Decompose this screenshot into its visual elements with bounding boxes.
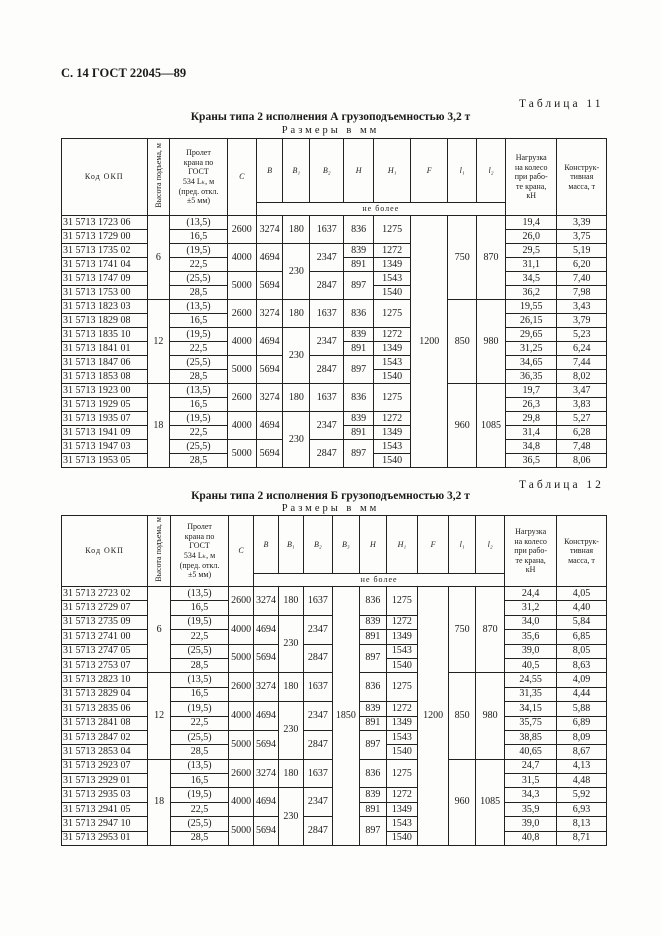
span-value: 28,5: [170, 370, 228, 384]
okp-code: 31 5713 1829 08: [62, 314, 148, 328]
wheel-load: 39,0: [505, 644, 557, 658]
table-row: 31 5713 1723 06 6 (13,5) 2600 3274 180 1637 836 1275 1200 750 870 19,4 3,39: [62, 216, 607, 230]
mass-value: 4,09: [557, 673, 607, 687]
mass-value: 3,79: [557, 314, 607, 328]
wheel-load: 31,1: [505, 258, 557, 272]
okp-code: 31 5713 2929 01: [62, 774, 148, 788]
table-row: 31 5713 2723 02 6 (13,5) 2600 3274 180 1637 1850 836 1275 1200 750 870 24,4 4,05: [62, 587, 607, 601]
wheel-load: 39,0: [505, 817, 557, 831]
table-row: 31 5713 2735 09 (19,5) 4000 4694 230 2347 839 1272 34,0 5,84: [62, 615, 607, 629]
mass-value: 3,43: [557, 300, 607, 314]
table-11-label: Таблица 11: [519, 98, 604, 110]
col-header-mass: Конструк- тивная масса, т: [557, 516, 607, 587]
mass-value: 5,88: [557, 702, 607, 716]
mass-value: 4,40: [557, 601, 607, 615]
table-row: 31 5713 2853 04 28,5 1540 40,65 8,67: [62, 745, 607, 759]
okp-code: 31 5713 2829 04: [62, 687, 148, 701]
wheel-load: 31,2: [505, 601, 557, 615]
okp-code: 31 5713 1823 03: [62, 300, 148, 314]
l1-value: 750: [449, 587, 476, 673]
span-value: (19,5): [170, 788, 228, 802]
col-header-load: Нагрузка на колесо при рабо- те крана, кН: [505, 516, 557, 587]
okp-code: 31 5713 2935 03: [62, 788, 148, 802]
wheel-load: 24,4: [505, 587, 557, 601]
wheel-load: 26,0: [505, 230, 557, 244]
wheel-load: 24,55: [505, 673, 557, 687]
table-row: 31 5713 2823 10 12 (13,5) 2600 3274 180 1637 836 1275 850 980 24,55 4,09: [62, 673, 607, 687]
col-header-load: Нагрузка на колесо при рабо- те крана, кН: [505, 139, 557, 216]
wheel-load: 29,8: [505, 412, 557, 426]
l2-value: 980: [476, 673, 505, 759]
span-value: 28,5: [170, 658, 228, 672]
mass-value: 3,47: [557, 384, 607, 398]
table-row: 31 5713 2935 03 (19,5) 4000 4694 230 2347 839 1272 34,3 5,92: [62, 788, 607, 802]
wheel-load: 40,65: [505, 745, 557, 759]
wheel-load: 40,8: [505, 831, 557, 845]
table-row: 31 5713 2835 06 (19,5) 4000 4694 230 2347 839 1272 34,15 5,88: [62, 702, 607, 716]
col-header-F: F: [411, 139, 448, 203]
span-value: (19,5): [170, 244, 228, 258]
mass-value: 7,98: [557, 286, 607, 300]
table-row: 31 5713 1947 03 (25,5) 5000 5694 2847 897 1543 34,8 7,48: [62, 440, 607, 454]
okp-code: 31 5713 1723 06: [62, 216, 148, 230]
okp-code: 31 5713 1929 05: [62, 398, 148, 412]
span-value: (13,5): [170, 300, 228, 314]
okp-code: 31 5713 1741 04: [62, 258, 148, 272]
okp-code: 31 5713 2735 09: [62, 615, 148, 629]
wheel-load: 34,0: [505, 615, 557, 629]
mass-value: 6,89: [557, 716, 607, 730]
wheel-load: 34,3: [505, 788, 557, 802]
span-value: (25,5): [170, 356, 228, 370]
okp-code: 31 5713 2747 05: [62, 644, 148, 658]
lift-height: 12: [148, 673, 171, 759]
table-row: 31 5713 2841 08 22,5 891 1349 35,75 6,89: [62, 716, 607, 730]
table-row: 31 5713 1823 03 12 (13,5) 2600 3274 180 1637 836 1275 850 980 19,55 3,43: [62, 300, 607, 314]
mass-value: 8,67: [557, 745, 607, 759]
col-header-B2: B₂: [310, 139, 344, 203]
col-header-C: C: [229, 516, 254, 587]
col-header-height: Высота подъема, м: [147, 139, 170, 216]
wheel-load: 34,15: [505, 702, 557, 716]
span-value: 22,5: [170, 716, 228, 730]
wheel-load: 34,5: [505, 272, 557, 286]
mass-value: 8,71: [557, 831, 607, 845]
col-header-l1: l₁: [448, 139, 477, 203]
mass-value: 8,06: [557, 454, 607, 468]
okp-code: 31 5713 1853 08: [62, 370, 148, 384]
table-row: 31 5713 2847 02 (25,5) 5000 5694 2847 897 1543 38,85 8,09: [62, 730, 607, 744]
l2-value: 1085: [476, 759, 505, 845]
mass-value: 6,85: [557, 630, 607, 644]
table-11-subtitle: Размеры в мм: [281, 125, 380, 136]
table-row: 31 5713 1941 09 22,5 891 1349 31,4 6,28: [62, 426, 607, 440]
okp-code: 31 5713 1735 02: [62, 244, 148, 258]
okp-code: 31 5713 1835 10: [62, 328, 148, 342]
okp-code: 31 5713 2841 08: [62, 716, 148, 730]
table-11-title: Краны типа 2 исполнения А грузоподъемностью 3,2 т: [190, 111, 471, 123]
mass-value: 6,20: [557, 258, 607, 272]
table-row: 31 5713 2941 05 22,5 891 1349 35,9 6,93: [62, 802, 607, 816]
mass-value: 8,05: [557, 644, 607, 658]
mass-value: 8,02: [557, 370, 607, 384]
span-value: 28,5: [170, 454, 228, 468]
mass-value: 6,24: [557, 342, 607, 356]
okp-code: 31 5713 2729 07: [62, 601, 148, 615]
table-row: 31 5713 2953 01 28,5 1540 40,8 8,71: [62, 831, 607, 845]
table-row: 31 5713 1953 05 28,5 1540 36,5 8,06: [62, 454, 607, 468]
wheel-load: 38,85: [505, 730, 557, 744]
okp-code: 31 5713 1953 05: [62, 454, 148, 468]
mass-value: 4,44: [557, 687, 607, 701]
span-value: 16,5: [170, 314, 228, 328]
wheel-load: 34,65: [505, 356, 557, 370]
wheel-load: 34,8: [505, 440, 557, 454]
okp-code: 31 5713 2835 06: [62, 702, 148, 716]
table-row: 31 5713 2753 07 28,5 1540 40,5 8,63: [62, 658, 607, 672]
span-value: 16,5: [170, 774, 228, 788]
okp-code: 31 5713 1729 00: [62, 230, 148, 244]
span-value: (13,5): [170, 759, 228, 773]
okp-code: 31 5713 1941 09: [62, 426, 148, 440]
lift-height: 6: [147, 216, 170, 300]
f-value: 1200: [418, 587, 449, 846]
span-value: (25,5): [170, 272, 228, 286]
mass-value: 5,92: [557, 788, 607, 802]
span-value: (13,5): [170, 216, 228, 230]
l1-value: 960: [449, 759, 476, 845]
wheel-load: 35,6: [505, 630, 557, 644]
okp-code: 31 5713 1947 03: [62, 440, 148, 454]
table-row: 31 5713 1935 07 (19,5) 4000 4694 230 2347 839 1272 29,8 5,27: [62, 412, 607, 426]
span-value: 16,5: [170, 398, 228, 412]
wheel-load: 19,7: [505, 384, 557, 398]
mass-value: 5,19: [557, 244, 607, 258]
span-value: 22,5: [170, 630, 228, 644]
col-header-B1: B₁: [278, 516, 303, 574]
mass-value: 4,48: [557, 774, 607, 788]
mass-value: 5,84: [557, 615, 607, 629]
okp-code: 31 5713 1753 00: [62, 286, 148, 300]
span-value: (13,5): [170, 673, 228, 687]
col-header-span: Пролет крана по ГОСТ 534 Lₖ, м (пред. откл. ±5 мм): [170, 139, 228, 216]
table-row: 31 5713 1835 10 (19,5) 4000 4694 230 2347 839 1272 29,65 5,23: [62, 328, 607, 342]
span-value: 22,5: [170, 342, 228, 356]
span-value: 22,5: [170, 258, 228, 272]
span-value: 16,5: [170, 230, 228, 244]
okp-code: 31 5713 2741 00: [62, 630, 148, 644]
lift-height: 18: [147, 384, 170, 468]
okp-code: 31 5713 2941 05: [62, 802, 148, 816]
mass-value: 7,44: [557, 356, 607, 370]
okp-code: 31 5713 2723 02: [62, 587, 148, 601]
table-row: 31 5713 1741 04 22,5 891 1349 31,1 6,20: [62, 258, 607, 272]
wheel-load: 31,4: [505, 426, 557, 440]
wheel-load: 36,2: [505, 286, 557, 300]
span-value: (25,5): [170, 440, 228, 454]
table-row: 31 5713 1747 09 (25,5) 5000 5694 2847 897 1543 34,5 7,40: [62, 272, 607, 286]
col-header-B: B: [256, 139, 283, 203]
page-header: С. 14 ГОСТ 22045—89: [61, 66, 187, 80]
l1-value: 850: [448, 300, 477, 384]
okp-code: 31 5713 1841 01: [62, 342, 148, 356]
span-value: 16,5: [170, 601, 228, 615]
table-row: 31 5713 1923 00 18 (13,5) 2600 3274 180 1637 836 1275 960 1085 19,7 3,47: [62, 384, 607, 398]
col-header-B3: B₃: [332, 516, 359, 574]
okp-code: 31 5713 2953 01: [62, 831, 148, 845]
wheel-load: 36,35: [505, 370, 557, 384]
span-value: (19,5): [170, 615, 228, 629]
lift-height: 12: [147, 300, 170, 384]
mass-value: 4,05: [557, 587, 607, 601]
col-header-H: H: [344, 139, 374, 203]
col-header-H: H: [359, 516, 386, 574]
okp-code: 31 5713 2923 07: [62, 759, 148, 773]
span-value: 22,5: [170, 802, 228, 816]
mass-value: 6,93: [557, 802, 607, 816]
wheel-load: 19,4: [505, 216, 557, 230]
f-value: 1200: [411, 216, 448, 468]
col-header-span: Пролет крана по ГОСТ 534 Lₖ, м (пред. откл. ±5 мм): [170, 516, 228, 587]
col-header-H1: H₁: [386, 516, 417, 574]
table-12: [61, 515, 607, 846]
wheel-load: 35,75: [505, 716, 557, 730]
wheel-load: 36,5: [505, 454, 557, 468]
col-header-B2: B₂: [303, 516, 332, 574]
table-row: 31 5713 1847 06 (25,5) 5000 5694 2847 897 1543 34,65 7,44: [62, 356, 607, 370]
table-row: 31 5713 1735 02 (19,5) 4000 4694 230 2347 839 1272 29,5 5,19: [62, 244, 607, 258]
mass-value: 8,13: [557, 817, 607, 831]
mass-value: 7,40: [557, 272, 607, 286]
wheel-load: 19,55: [505, 300, 557, 314]
span-value: 28,5: [170, 831, 228, 845]
span-value: (25,5): [170, 644, 228, 658]
okp-code: 31 5713 1747 09: [62, 272, 148, 286]
table-row: 31 5713 2741 00 22,5 891 1349 35,6 6,85: [62, 630, 607, 644]
col-header-code: Код ОКП: [62, 139, 148, 216]
table-row: 31 5713 1753 00 28,5 1540 36,2 7,98: [62, 286, 607, 300]
wheel-load: 35,9: [505, 802, 557, 816]
mass-value: 6,28: [557, 426, 607, 440]
wheel-load: 26,3: [505, 398, 557, 412]
table-row: 31 5713 1853 08 28,5 1540 36,35 8,02: [62, 370, 607, 384]
mass-value: 3,39: [557, 216, 607, 230]
col-header-l2: l₂: [477, 139, 506, 203]
l1-value: 960: [448, 384, 477, 468]
span-value: (25,5): [170, 817, 228, 831]
span-value: 16,5: [170, 687, 228, 701]
mass-value: 4,13: [557, 759, 607, 773]
wheel-load: 40,5: [505, 658, 557, 672]
mass-value: 8,63: [557, 658, 607, 672]
wheel-load: 29,65: [505, 328, 557, 342]
table-12-title: Краны типа 2 исполнения Б грузоподъемностью 3,2 т: [191, 490, 470, 502]
b3-value: 1850: [332, 587, 359, 846]
col-header-l2: l₂: [476, 516, 505, 574]
okp-code: 31 5713 2847 02: [62, 730, 148, 744]
lift-height: 6: [148, 587, 171, 673]
col-header-height: Высота подъема, м: [148, 516, 171, 587]
span-value: 28,5: [170, 286, 228, 300]
okp-code: 31 5713 2947 10: [62, 817, 148, 831]
mass-value: 5,23: [557, 328, 607, 342]
col-header-code: Код ОКП: [62, 516, 148, 587]
l2-value: 1085: [477, 384, 506, 468]
okp-code: 31 5713 2823 10: [62, 673, 148, 687]
table-12-subtitle: Размеры в мм: [281, 503, 380, 514]
col-header-max: не более: [256, 203, 505, 216]
l1-value: 850: [449, 673, 476, 759]
wheel-load: 31,35: [505, 687, 557, 701]
mass-value: 3,83: [557, 398, 607, 412]
wheel-load: 24,7: [505, 759, 557, 773]
table-11: [61, 138, 607, 468]
span-value: 28,5: [170, 745, 228, 759]
table-row: 31 5713 1841 01 22,5 891 1349 31,25 6,24: [62, 342, 607, 356]
okp-code: 31 5713 2753 07: [62, 658, 148, 672]
table-row: 31 5713 2923 07 18 (13,5) 2600 3274 180 1637 836 1275 960 1085 24,7 4,13: [62, 759, 607, 773]
table-row: 31 5713 2947 10 (25,5) 5000 5694 2847 897 1543 39,0 8,13: [62, 817, 607, 831]
span-value: (13,5): [170, 587, 228, 601]
mass-value: 8,09: [557, 730, 607, 744]
lift-height: 18: [148, 759, 171, 845]
okp-code: 31 5713 1923 00: [62, 384, 148, 398]
okp-code: 31 5713 1847 06: [62, 356, 148, 370]
col-header-H1: H₁: [374, 139, 411, 203]
col-header-l1: l₁: [449, 516, 476, 574]
l2-value: 870: [477, 216, 506, 300]
span-value: (19,5): [170, 702, 228, 716]
span-value: (19,5): [170, 328, 228, 342]
mass-value: 5,27: [557, 412, 607, 426]
okp-code: 31 5713 2853 04: [62, 745, 148, 759]
col-header-F: F: [418, 516, 449, 574]
wheel-load: 26,15: [505, 314, 557, 328]
l2-value: 870: [476, 587, 505, 673]
span-value: 22,5: [170, 426, 228, 440]
col-header-max: не более: [254, 574, 505, 587]
table-12-label: Таблица 12: [519, 479, 604, 491]
mass-value: 3,75: [557, 230, 607, 244]
table-row: 31 5713 2747 05 (25,5) 5000 5694 2847 897 1543 39,0 8,05: [62, 644, 607, 658]
col-header-C: C: [227, 139, 256, 216]
okp-code: 31 5713 1935 07: [62, 412, 148, 426]
col-header-B: B: [254, 516, 279, 574]
col-header-mass: Конструк- тивная масса, т: [557, 139, 607, 216]
l2-value: 980: [477, 300, 506, 384]
l1-value: 750: [448, 216, 477, 300]
span-value: (19,5): [170, 412, 228, 426]
mass-value: 7,48: [557, 440, 607, 454]
span-value: (13,5): [170, 384, 228, 398]
col-header-B1: B₁: [283, 139, 310, 203]
wheel-load: 29,5: [505, 244, 557, 258]
wheel-load: 31,25: [505, 342, 557, 356]
wheel-load: 31,5: [505, 774, 557, 788]
span-value: (25,5): [170, 730, 228, 744]
